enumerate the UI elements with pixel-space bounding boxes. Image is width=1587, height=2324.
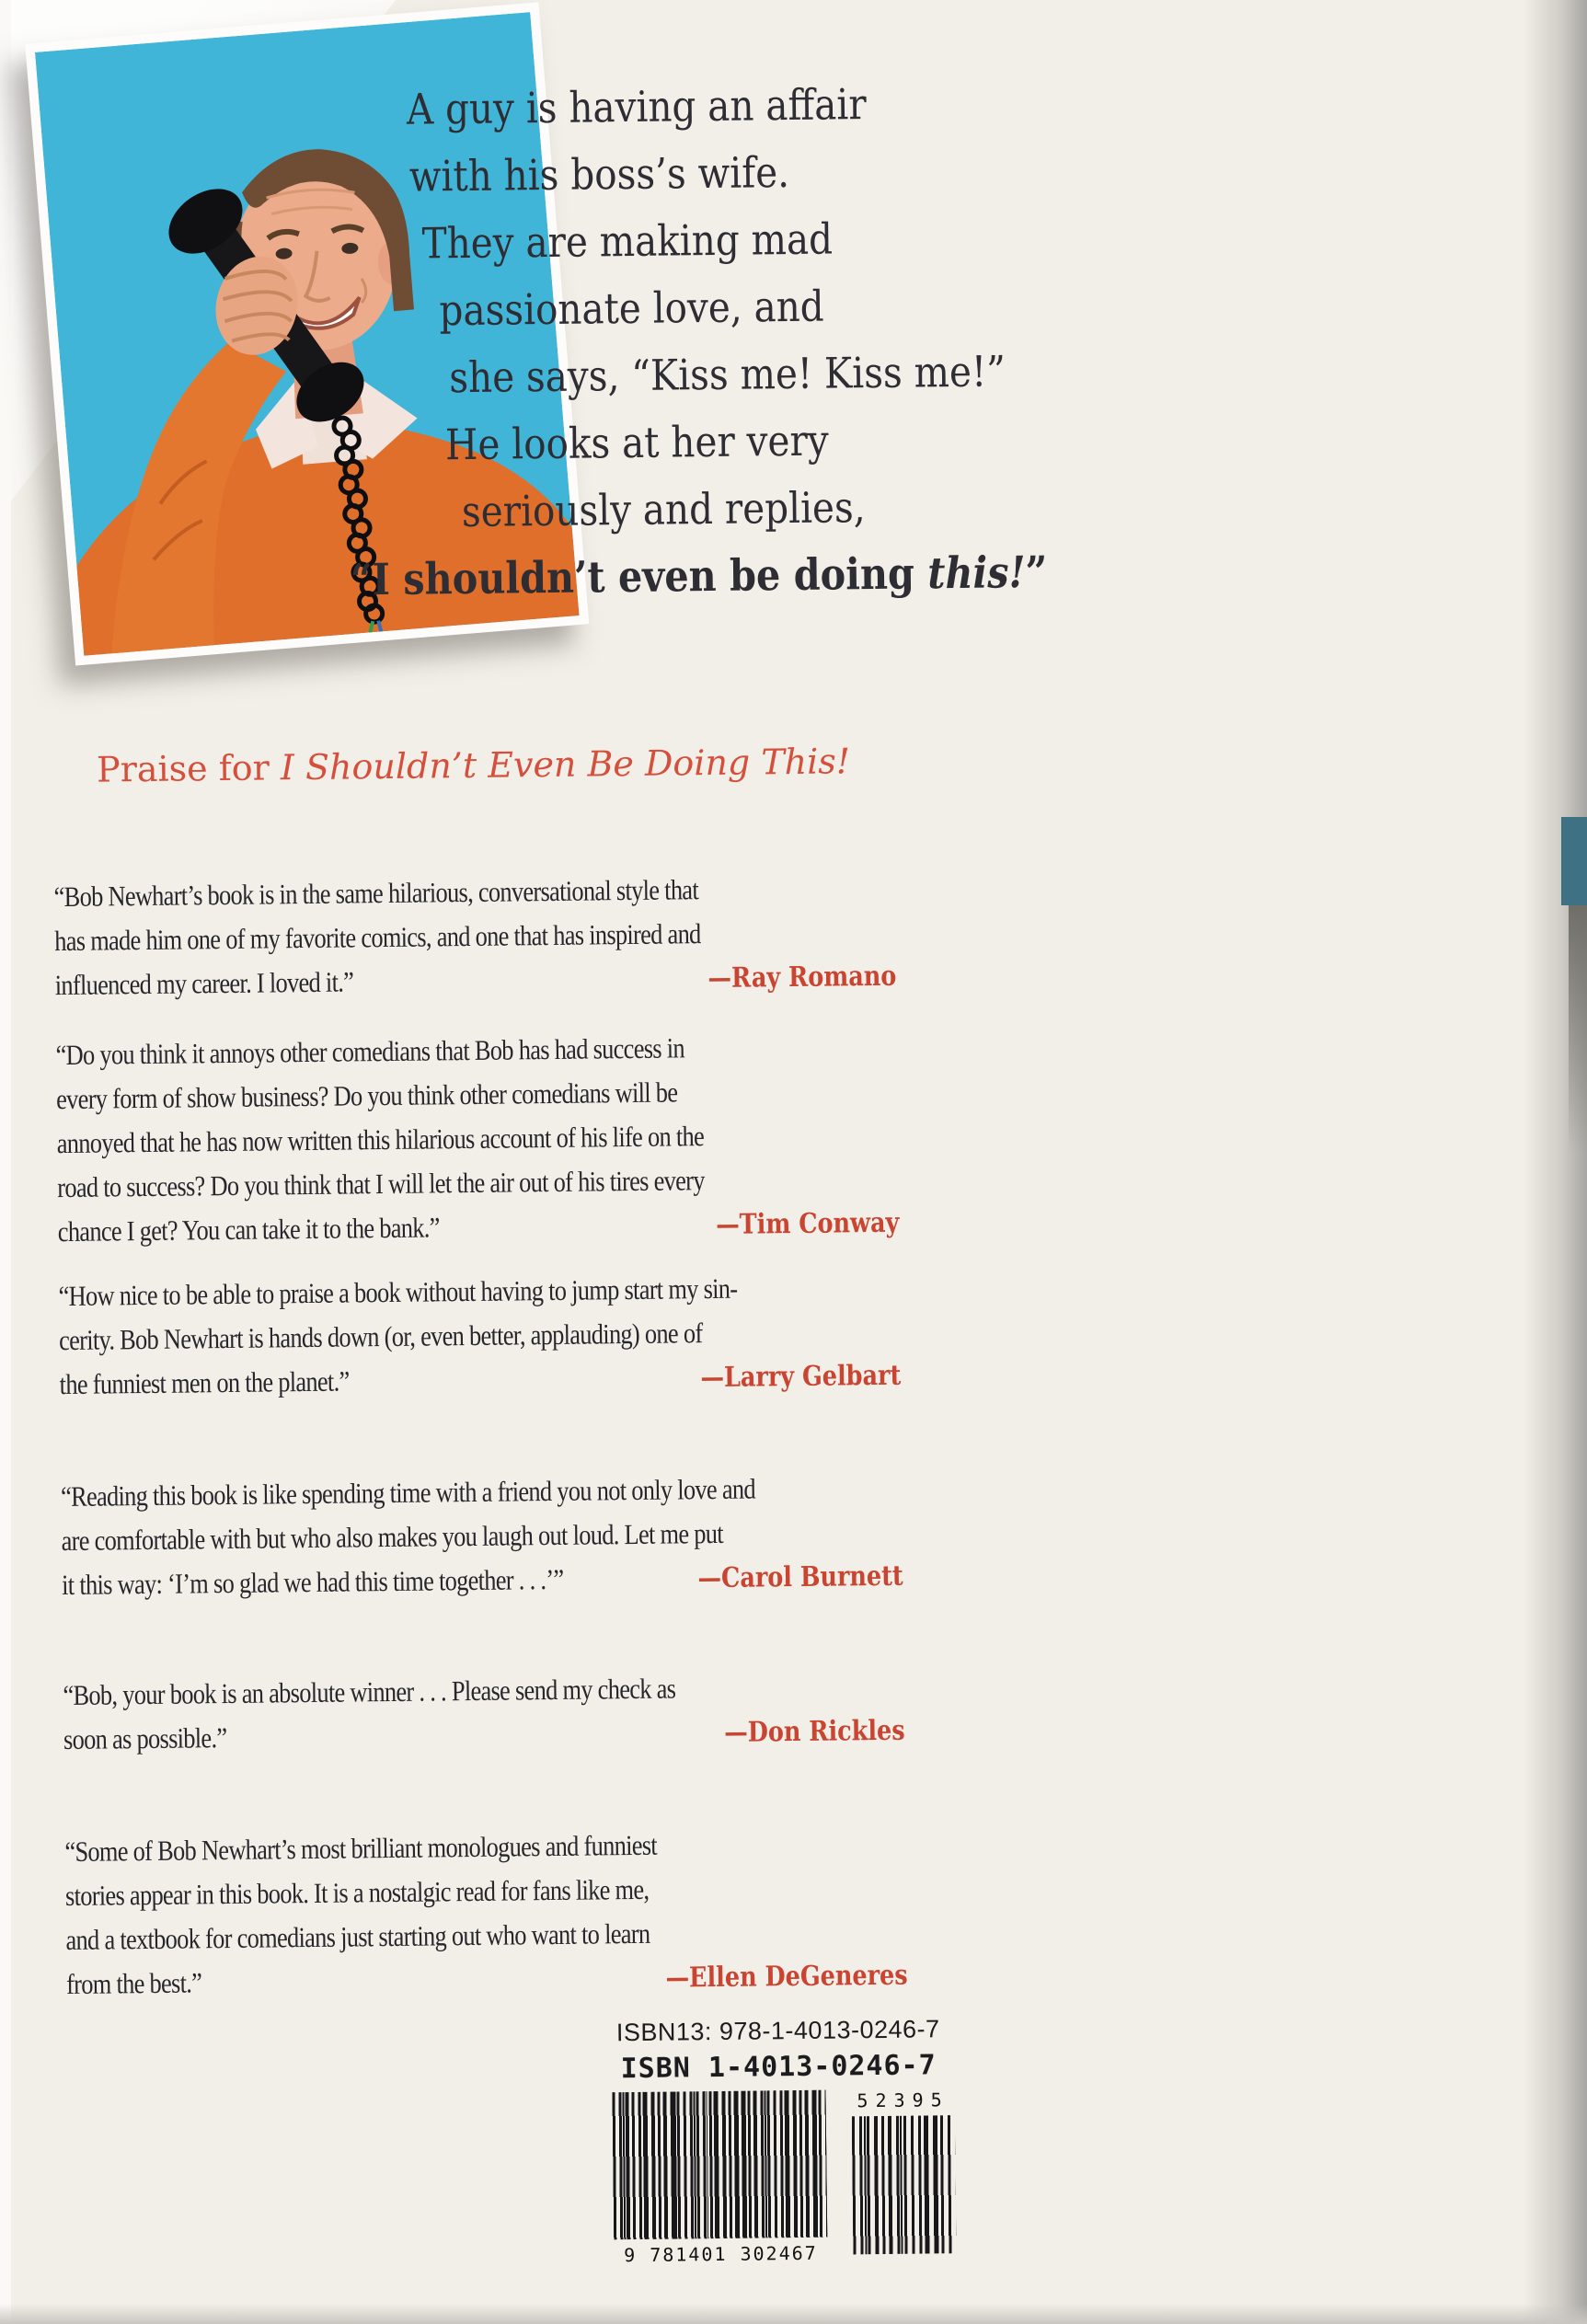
isbn13-label: ISBN13: 978-1-4013-0246-7 <box>615 2015 940 2047</box>
blurb-last-line <box>66 1953 908 2008</box>
blurb-line: annoyed that he has now written this hilarious account of his life on the <box>56 1120 705 1160</box>
blurb-line: cerity. Bob Newhart is hands down (or, even better, applauding) one of <box>58 1317 703 1357</box>
blurb-line: has made him one of my favorite comics, and one that has inspired and <box>54 917 701 958</box>
joke-line: she says, “Kiss me! Kiss me!” <box>448 346 1006 403</box>
scan-edge-teal-sliver <box>1561 817 1587 905</box>
praise-heading <box>52 741 894 790</box>
blurb-line: influenced my career. I loved it.” <box>54 965 354 1002</box>
blurb-larry-gelbart <box>58 1265 902 1408</box>
ean-barcode-digits: 9 781401 302467 <box>624 2241 818 2267</box>
blurb-line: soon as possible.” <box>63 1721 227 1756</box>
blurb-last-line <box>58 1201 900 1255</box>
blurb-line: “Some of Bob Newhart’s most brilliant monologues and funniest <box>64 1828 658 1869</box>
joke-punchline-text: “I shouldn’t even be doing <box>350 548 928 606</box>
joke-line: passionate love, and <box>439 281 824 336</box>
barcode-row <box>612 2088 978 2266</box>
joke-punchline <box>350 535 1412 614</box>
blurb-line: it this way: ‘I’m so glad we had this time together . . .’” <box>61 1562 564 1602</box>
joke-line: He looks at her very <box>444 415 829 470</box>
isbn10-label: ISBN 1-4013-0246-7 <box>620 2049 937 2086</box>
blurb-ray-romano <box>53 866 897 1008</box>
blurb-line: are comfortable with but who also makes you laugh out loud. Let me put <box>61 1516 724 1558</box>
blurb-last-line <box>54 954 896 1008</box>
price-addon-bars <box>852 2115 957 2254</box>
cover-joke <box>350 63 1558 614</box>
blurb-line: the funniest men on the planet.” <box>59 1364 350 1401</box>
blurb-attribution: —Tim Conway <box>716 1206 900 1241</box>
blurb-tim-conway <box>55 1024 900 1255</box>
price-addon-barcode <box>851 2088 956 2263</box>
joke-punchline-close-quote: ” <box>1025 546 1048 599</box>
blurb-line: “How nice to be able to praise a book without having to jump start my sin- <box>58 1271 738 1313</box>
joke-punchline-emphasis: this! <box>926 547 1026 600</box>
joke-line: seriously and replies, <box>461 482 866 537</box>
blurb-attribution: —Don Rickles <box>724 1714 905 1749</box>
blurb-attribution: —Larry Gelbart <box>700 1359 902 1395</box>
joke-line: with his boss’s wife. <box>408 146 790 201</box>
scan-edge-right <box>1523 0 1587 2324</box>
blurb-line: from the best.” <box>65 1966 202 2001</box>
scan-edge-dark-sliver <box>1569 905 1587 1154</box>
blurb-carol-burnett <box>61 1466 904 1608</box>
joke-line: A guy is having an affair <box>406 79 867 134</box>
blurb-line: “Do you think it annoys other comedians that Bob has had success in <box>55 1031 685 1072</box>
ean-barcode-bars <box>612 2090 827 2240</box>
blurb-don-rickles <box>63 1664 905 1763</box>
blurb-ellen-degeneres <box>64 1821 908 2008</box>
scan-edge-bottom <box>0 2304 1587 2324</box>
price-code: 52395 <box>857 2088 949 2112</box>
joke-line: They are making mad <box>421 213 834 269</box>
blurb-line: road to success? Do you think that I will let the air out of his tires every <box>57 1164 705 1204</box>
blurb-line: “Bob, your book is an absolute winner . . . Please send my check as <box>63 1672 676 1712</box>
blurb-line: “Bob Newhart’s book is in the same hilarious, conversational style that <box>53 873 699 914</box>
blurb-attribution: —Ray Romano <box>707 960 897 995</box>
blurb-last-line <box>62 1554 903 1608</box>
blurb-line: every form of show business? Do you think other comedians will be <box>55 1076 678 1116</box>
blurb-line: stories appear in this book. It is a nostalgic read for fans like me, <box>64 1872 650 1913</box>
isbn-block <box>581 2015 979 2267</box>
ean-barcode <box>612 2090 827 2267</box>
blurb-line: and a textbook for comedians just starting out who want to learn <box>65 1916 650 1957</box>
blurb-attribution: —Carol Burnett <box>697 1559 903 1595</box>
praise-heading-book-title: I Shouldn’t Even Be Doing This! <box>280 741 851 788</box>
blurb-last-line <box>63 1708 905 1763</box>
blurb-line: chance I get? You can take it to the bank.” <box>57 1211 440 1248</box>
blurb-line: “Reading this book is like spending time with a friend you not only love and <box>60 1472 756 1513</box>
praise-heading-prefix: Praise for <box>96 747 282 790</box>
blurb-attribution: —Ellen DeGeneres <box>665 1959 908 1995</box>
blurb-last-line <box>59 1353 901 1408</box>
